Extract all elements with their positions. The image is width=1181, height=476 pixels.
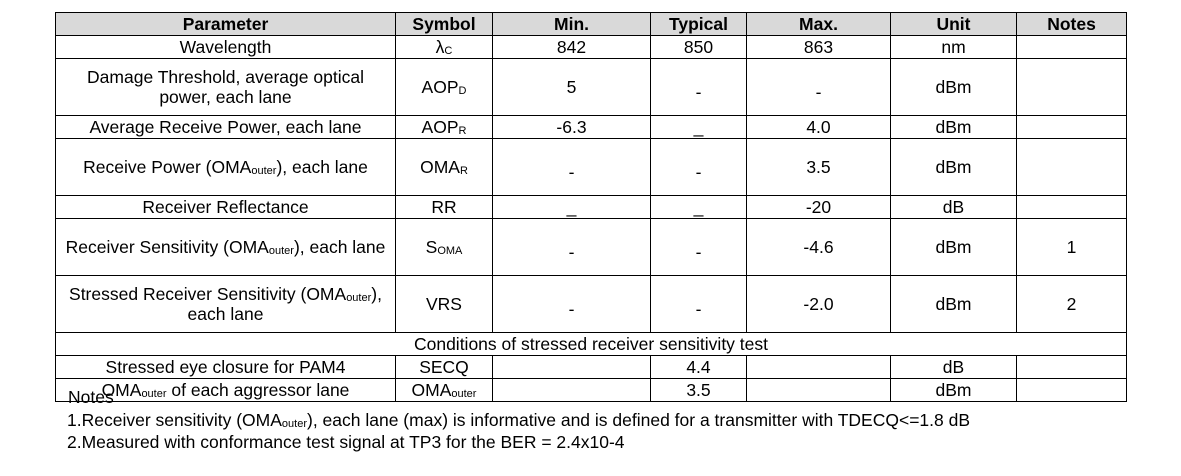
cell-notes — [1017, 36, 1127, 59]
cell-typical: _ — [651, 196, 747, 219]
cell-notes: 1 — [1017, 219, 1127, 276]
cell-unit: dBm — [891, 276, 1017, 333]
cell-parameter: Stressed Receiver Sensitivity $(OMA_{outer})$, each lane — [56, 276, 396, 333]
cell-unit: dB — [891, 356, 1017, 379]
cell-parameter: Wavelength — [56, 36, 396, 59]
cell-notes — [1017, 59, 1127, 116]
cell-max: - — [747, 59, 891, 116]
header-row — [56, 13, 1127, 36]
notes-title: Notes — [68, 387, 114, 407]
cell-symbol: RR — [396, 196, 493, 219]
cell-symbol: $AOP_R$ — [396, 116, 493, 139]
table-row — [56, 219, 1127, 276]
header-unit: Unit — [891, 13, 1017, 36]
cell-symbol: $OMA_{outer}$ — [396, 379, 493, 402]
cell-typical: _ — [651, 116, 747, 139]
cell-parameter: Average Receive Power, each lane — [56, 116, 396, 139]
cell-notes: 2 — [1017, 276, 1127, 333]
cell-unit: dBm — [891, 116, 1017, 139]
header-max: Max. — [747, 13, 891, 36]
cell-symbol: SECQ — [396, 356, 493, 379]
cell-typical: - — [651, 59, 747, 116]
cell-parameter: Receive Power $(OMA_{outer})$, each lane — [56, 139, 396, 196]
cell-min: - — [493, 219, 651, 276]
cell-max: 4.0 — [747, 116, 891, 139]
table-row — [56, 276, 1127, 333]
table-row — [56, 356, 1127, 379]
conditions-row — [56, 333, 1127, 356]
cell-typical: 850 — [651, 36, 747, 59]
cell-max: 863 — [747, 36, 891, 59]
cell-typical: 3.5 — [651, 379, 747, 402]
cell-symbol: $AOP_D$ — [396, 59, 493, 116]
cell-min — [493, 356, 651, 379]
cell-symbol: $OMA_R$ — [396, 139, 493, 196]
note-2: 2.Measured with conformance test signal at TP3 for the BER = 2.4x10-4 — [67, 432, 625, 452]
header-notes: Notes — [1017, 13, 1127, 36]
cell-typical: 4.4 — [651, 356, 747, 379]
cell-symbol: $\lambda_C$ — [396, 36, 493, 59]
cell-parameter: Receiver Sensitivity $(OMA_{outer})$, each lane — [56, 219, 396, 276]
cell-max: -2.0 — [747, 276, 891, 333]
cell-parameter: Stressed eye closure for PAM4 — [56, 356, 396, 379]
cell-max — [747, 356, 891, 379]
cell-unit: dBm — [891, 59, 1017, 116]
cell-unit: dBm — [891, 379, 1017, 402]
cell-notes — [1017, 116, 1127, 139]
cell-min: 842 — [493, 36, 651, 59]
cell-unit: dBm — [891, 139, 1017, 196]
table-row — [56, 36, 1127, 59]
cell-unit: nm — [891, 36, 1017, 59]
cell-min: _ — [493, 196, 651, 219]
header-typical: Typical — [651, 13, 747, 36]
notes-section — [68, 386, 970, 454]
table-row — [56, 116, 1127, 139]
header-parameter: Parameter — [56, 13, 396, 36]
note-1: 1.Receiver sensitivity $(OMA_{outer})$, each lane (max) is informative and is defined for a transmitter with TDECQ<=1.8 dB — [67, 409, 971, 430]
cell-min: - — [493, 276, 651, 333]
cell-typical: - — [651, 219, 747, 276]
table-row — [56, 196, 1127, 219]
cell-notes — [1017, 196, 1127, 219]
cell-unit: dBm — [891, 219, 1017, 276]
cell-min: 5 — [493, 59, 651, 116]
cell-symbol: VRS — [396, 276, 493, 333]
cell-symbol: $S_{OMA}$ — [396, 219, 493, 276]
spec-table — [55, 12, 1127, 402]
cell-parameter: $OMA_{outer}$ of each aggressor lane — [56, 379, 396, 402]
cell-parameter: Receiver Reflectance — [56, 196, 396, 219]
conditions-title: Conditions of stressed receiver sensitivity test — [56, 333, 1127, 356]
cell-parameter: Damage Threshold, average optical power, each lane — [56, 59, 396, 116]
cell-typical: - — [651, 139, 747, 196]
header-symbol: Symbol — [396, 13, 493, 36]
cell-max: -4.6 — [747, 219, 891, 276]
table-row — [56, 139, 1127, 196]
cell-max: 3.5 — [747, 139, 891, 196]
cell-max: -20 — [747, 196, 891, 219]
table-row — [56, 59, 1127, 116]
cell-notes — [1017, 139, 1127, 196]
cell-unit: dB — [891, 196, 1017, 219]
cell-min: -6.3 — [493, 116, 651, 139]
cell-min: - — [493, 139, 651, 196]
header-min: Min. — [493, 13, 651, 36]
cell-notes — [1017, 356, 1127, 379]
cell-typical: - — [651, 276, 747, 333]
cell-notes — [1017, 379, 1127, 402]
